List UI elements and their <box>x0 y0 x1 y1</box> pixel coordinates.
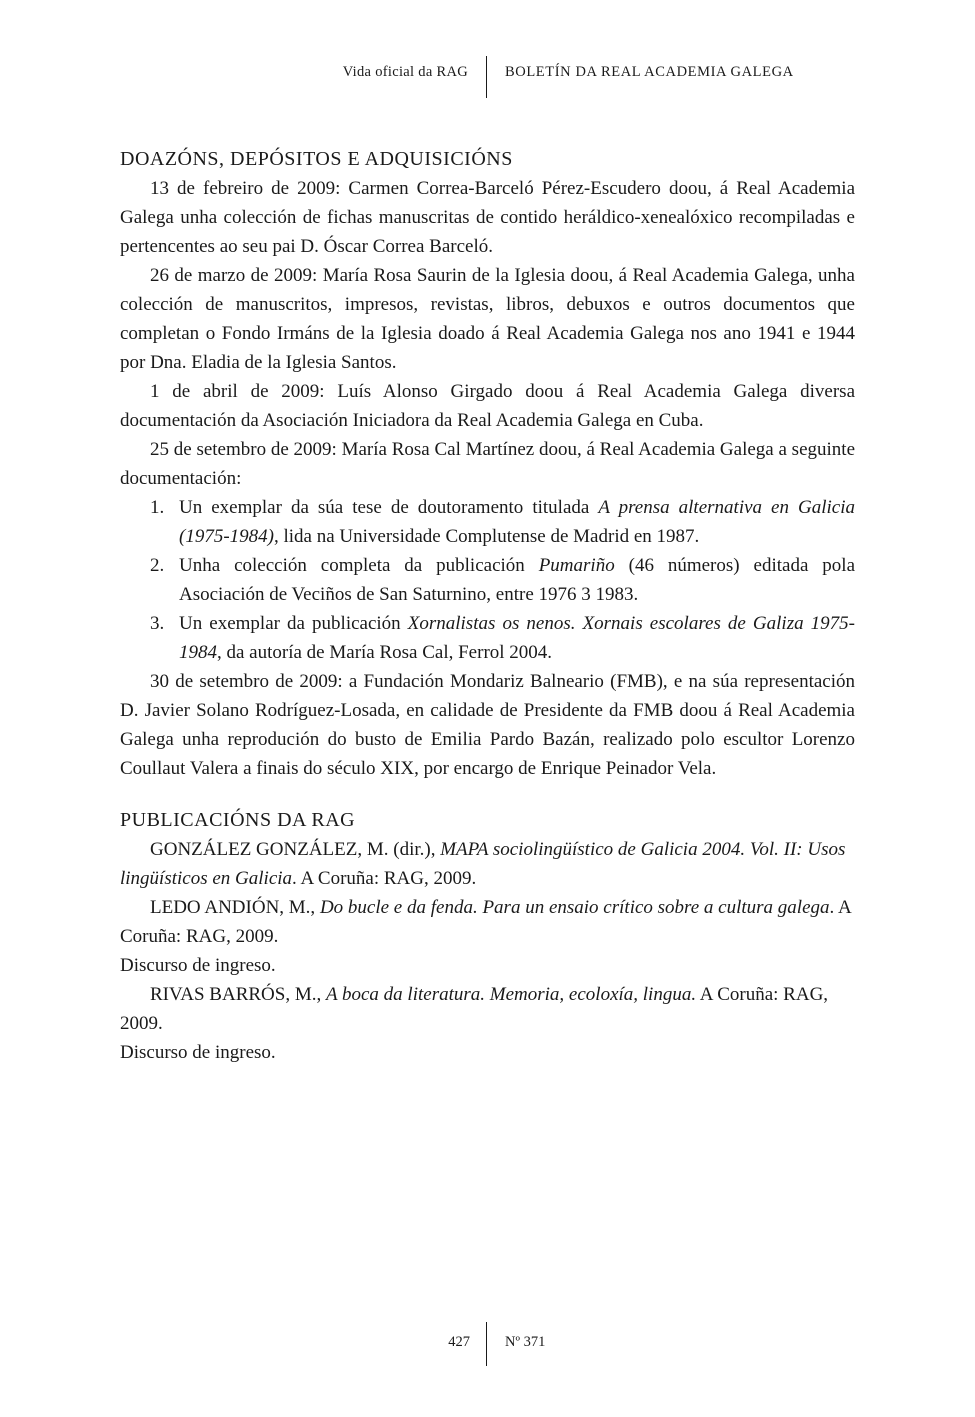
list-text: Un exemplar da súa tese de doutoramento titulada <box>179 497 599 518</box>
pub-imprint: A Coruña: RAG, 2009. <box>120 984 829 1034</box>
list-text: Unha colección completa da publicación <box>179 555 539 576</box>
entry-date: 13 de febreiro de 2009: <box>150 178 341 199</box>
pub-imprint: . A Coruña: RAG, 2009. <box>292 868 477 889</box>
donation-entry <box>120 377 855 435</box>
list-text: , lida na Universidade Complutense de Madrid en 1987. <box>273 526 700 547</box>
publication-entry <box>120 893 855 951</box>
list-title: Pumariño <box>538 555 615 576</box>
pub-title: A boca da literatura. Memoria, ecoloxía, lingua. <box>325 984 697 1005</box>
list-text: (46 números) editada pola Asociación de Veciños de San Saturnino, entre 1976 3 1983. <box>179 555 855 605</box>
list-item <box>120 609 855 667</box>
pub-author: LEDO ANDIÓN, M., <box>150 897 320 918</box>
entry-text: Carmen Correa-Barceló Pérez-Escudero doou, á Real Academia Galega unha colección de fichas manuscritas de contido heráldico-xenealóxico recompiladas e pertencentes ao seu pai D. Óscar Correa Barceló. <box>120 178 856 257</box>
entry-date: 26 de marzo de 2009: <box>150 265 318 286</box>
footer-divider <box>486 1322 487 1366</box>
section-heading-publications: PUBLICACIÓNS DA RAG <box>120 809 356 831</box>
list-number: 1. <box>150 497 165 518</box>
pub-imprint: . A Coruña: RAG, 2009. <box>120 897 851 947</box>
list-title: A prensa alternativa en Galicia (1975-1984) <box>179 497 855 547</box>
entry-text: María Rosa Saurin de la Iglesia doou, á Real Academia Galega, unha colección de manuscritos, impresos, revistas, libros, debuxos e outros documentos que completan o Fondo Irmáns de la Iglesia doado á Real Academia Galega nos ano 1941 e 1944 por Dna. Eladia de la Iglesia Santos. <box>120 265 855 373</box>
section-heading-donations: DOAZÓNS, DEPÓSITOS E ADQUISICIÓNS <box>120 148 513 170</box>
publication-note: Discurso de ingreso. <box>120 955 276 976</box>
publication-entry <box>120 980 855 1038</box>
donation-entry <box>120 261 855 377</box>
list-item <box>120 551 855 609</box>
issue-number: Nº 371 <box>505 1334 546 1350</box>
list-number: 2. <box>150 555 165 576</box>
list-text: Un exemplar da publicación <box>179 613 408 634</box>
page-body <box>120 145 855 1067</box>
pub-title: Do bucle e da fenda. Para un ensaio crítico sobre a cultura galega <box>319 897 830 918</box>
running-footer <box>0 1322 975 1366</box>
entry-text: a Fundación Mondariz Balneario (FMB), e na súa representación D. Javier Solano Rodríguez-Losada, en calidade de Presidente da FMB doou á Real Academia Galega unha reprodución do busto de Emilia Pardo Bazán, realizado polo escultor Lorenzo Coullaut Valera a finais do século XIX, por encargo de Enrique Peinador Vela. <box>120 671 856 779</box>
entry-text: María Rosa Cal Martínez doou, á Real Academia Galega a seguinte documentación: <box>120 439 856 489</box>
publication-note: Discurso de ingreso. <box>120 1042 276 1063</box>
donation-entry <box>120 174 855 261</box>
pub-author: RIVAS BARRÓS, M., <box>150 984 326 1005</box>
header-divider <box>486 56 487 98</box>
donation-entry <box>120 435 855 493</box>
list-item <box>120 493 855 551</box>
header-journal-title: BOLETÍN DA REAL ACADEMIA GALEGA <box>505 64 794 80</box>
pub-author: GONZÁLEZ GONZÁLEZ, M. (dir.), <box>150 839 441 860</box>
publication-entry <box>120 835 855 893</box>
entry-date: 25 de setembro de 2009: <box>150 439 337 460</box>
running-header <box>0 56 975 98</box>
list-title: Xornalistas os nenos. Xornais escolares de Galiza 1975-1984 <box>179 613 855 663</box>
list-number: 3. <box>150 613 165 634</box>
entry-date: 30 de setembro de 2009: <box>150 671 343 692</box>
header-section-label: Vida oficial da RAG <box>342 64 468 80</box>
donation-list <box>120 493 855 667</box>
pub-title: MAPA sociolingüístico de Galicia 2004. Vol. II: Usos lingüísticos en Galicia <box>120 839 846 889</box>
list-text: , da autoría de María Rosa Cal, Ferrol 2004. <box>217 642 553 663</box>
page-number: 427 <box>448 1334 470 1350</box>
entry-date: 1 de abril de 2009: <box>150 381 325 402</box>
donation-entry <box>120 667 855 783</box>
entry-text: Luís Alonso Girgado doou á Real Academia Galega diversa documentación da Asociación Iniciadora da Real Academia Galega en Cuba. <box>120 381 855 431</box>
